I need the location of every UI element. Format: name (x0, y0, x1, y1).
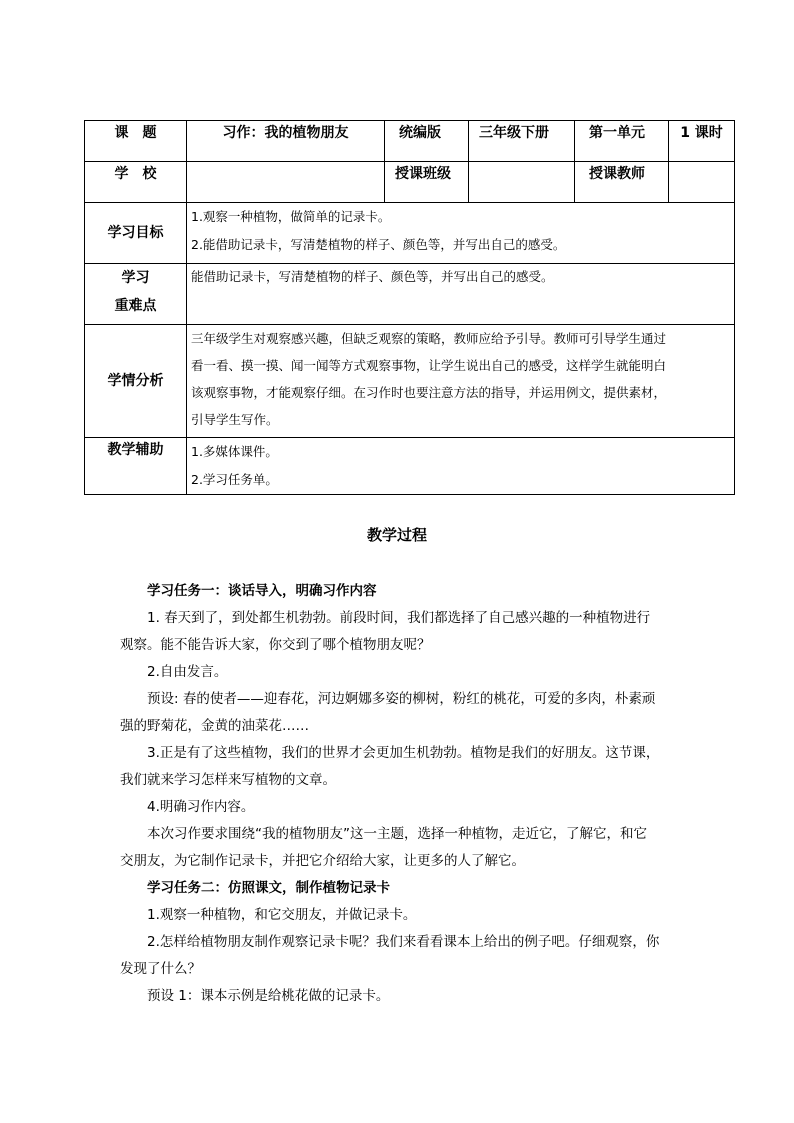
class-label: 授课班级 (385, 162, 469, 203)
analysis-label: 学情分析 (85, 325, 187, 438)
teacher-value (669, 162, 735, 203)
goal-item: 1.观察一种植物，做简单的记录卡。 (191, 209, 391, 224)
analysis-line: 引导学生写作。 (191, 412, 279, 427)
aid-item: 2.学习任务单。 (191, 472, 278, 487)
paragraph-line: 预设: 春的使者——迎春花，河边婀娜多姿的柳树，粉红的桃花，可爱的多肉，朴素顽 (147, 691, 656, 707)
paragraph-line: 预设 1：课本示例是给桃花做的记录卡。 (147, 988, 390, 1004)
teacher-label: 授课教师 (575, 162, 669, 203)
paragraph-line: 1.观察一种植物，和它交朋友，并做记录卡。 (147, 907, 417, 923)
grade: 三年级下册 (469, 121, 575, 162)
task-heading: 学习任务二：仿照课文，制作植物记录卡 (147, 880, 390, 896)
aids-content (187, 438, 735, 495)
paragraph-line: 2.怎样给植物朋友制作观察记录卡呢？我们来看看课本上给出的例子吧。仔细观察，你 (147, 934, 660, 950)
class-value (469, 162, 575, 203)
table-row (85, 203, 735, 264)
table-row (85, 325, 735, 438)
paragraph-line: 4.明确习作内容。 (147, 799, 255, 815)
table-row (85, 438, 735, 495)
paragraph-line: 观察。能不能告诉大家，你交到了哪个植物朋友呢？ (120, 637, 431, 653)
paragraph-line: 1. 春天到了，到处都生机勃勃。前段时间，我们都选择了自己感兴趣的一种植物进行 (147, 610, 651, 626)
key-points-label (85, 264, 187, 325)
edition: 统编版 (385, 121, 469, 162)
goals-label: 学习目标 (85, 203, 187, 264)
analysis-line: 三年级学生对观察感兴趣，但缺乏观察的策略，教师应给予引导。教师可引导学生通过 (191, 331, 667, 346)
paragraph-line: 我们就来学习怎样来写植物的文章。 (120, 772, 336, 788)
table-row (85, 264, 735, 325)
paragraph-line: 本次习作要求围绕“我的植物朋友”这一主题，选择一种植物，走近它，了解它，和它 (147, 826, 647, 842)
analysis-line: 该观察事物，才能观察仔细。在习作时也要注意方法的指导，并运用例文，提供素材， (191, 385, 667, 400)
paragraph-line: 发现了什么？ (120, 961, 201, 977)
aid-item: 1.多媒体课件。 (191, 444, 278, 459)
paragraph-line: 强的野菊花，金黄的油菜花…… (120, 718, 309, 734)
key-label-line: 重难点 (114, 298, 157, 314)
paragraph-line: 2.自由发言。 (147, 664, 228, 680)
goal-item: 2.能借助记录卡，写清楚植物的样子、颜色等，并写出自己的感受。 (191, 237, 566, 252)
lesson-info-table (84, 120, 735, 495)
table-row (85, 162, 735, 203)
section-title: 教学过程 (366, 526, 427, 544)
key-label-line: 学习 (121, 270, 150, 286)
lesson-body (120, 578, 684, 1010)
period: 1 课时 (669, 121, 735, 162)
unit: 第一单元 (575, 121, 669, 162)
paragraph-line: 交朋友，为它制作记录卡，并把它介绍给大家，让更多的人了解它。 (120, 853, 525, 869)
goals-content (187, 203, 735, 264)
table-row (85, 121, 735, 162)
analysis-line: 看一看、摸一摸、闻一闻等方式观察事物，让学生说出自己的感受，这样学生就能明白 (191, 358, 667, 373)
school-value (187, 162, 385, 203)
key-points-content: 能借助记录卡，写清楚植物的样子、颜色等，并写出自己的感受。 (187, 264, 735, 325)
topic-label: 课 题 (85, 121, 187, 162)
paragraph-line: 3.正是有了这些植物，我们的世界才会更加生机勃勃。植物是我们的好朋友。这节课， (147, 745, 660, 761)
school-label: 学 校 (85, 162, 187, 203)
task-heading: 学习任务一：谈话导入，明确习作内容 (147, 583, 377, 599)
lesson-title: 习作：我的植物朋友 (187, 121, 385, 162)
aids-label: 教学辅助 (85, 438, 187, 495)
analysis-content (187, 325, 735, 438)
